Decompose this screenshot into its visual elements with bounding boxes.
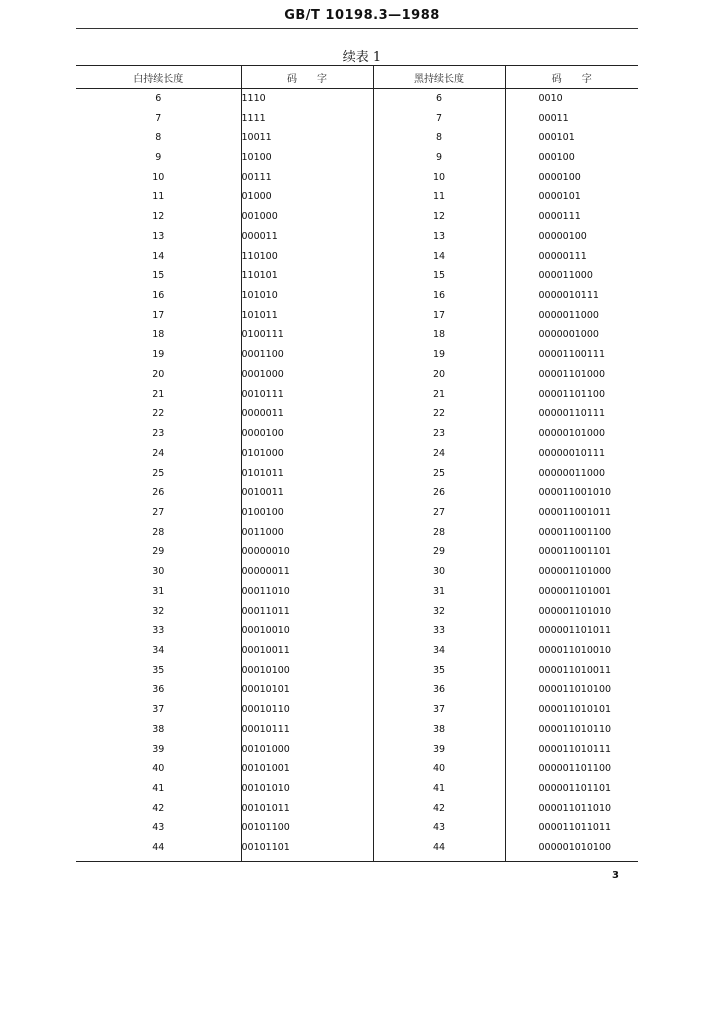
white-codeword-cell: 00011011 <box>241 602 373 622</box>
header-black-codeword: 码 字 <box>505 66 638 89</box>
white-run-length-cell: 39 <box>152 743 165 755</box>
black-run-length-cell: 12 <box>373 207 505 227</box>
black-run-length-cell: 21 <box>373 385 505 405</box>
table-body <box>76 89 638 862</box>
black-run-length-cell: 34 <box>373 641 505 661</box>
black-run-length-cell: 6 <box>373 89 505 109</box>
table-row <box>76 247 638 267</box>
black-run-length-cell: 26 <box>373 483 505 503</box>
black-codeword-cell: 00000011000 <box>505 464 638 484</box>
black-run-length-cell: 9 <box>373 148 505 168</box>
table-row <box>76 365 638 385</box>
white-codeword-cell: 00101001 <box>241 759 373 779</box>
white-run-length-cell: 21 <box>152 388 165 400</box>
black-codeword-cell: 000011001010 <box>505 483 638 503</box>
black-codeword-cell: 0000101 <box>505 188 638 208</box>
white-codeword-cell: 00101011 <box>241 799 373 819</box>
black-codeword-cell: 000011001101 <box>505 543 638 563</box>
black-codeword-cell: 000001101101 <box>505 779 638 799</box>
black-run-length-cell: 7 <box>373 109 505 129</box>
white-run-length-cell: 11 <box>152 191 165 203</box>
white-codeword-cell: 1111 <box>241 109 373 129</box>
white-codeword-cell: 00101000 <box>241 740 373 760</box>
black-codeword-cell: 000101 <box>505 128 638 148</box>
white-codeword-cell: 0000100 <box>241 424 373 444</box>
black-codeword-cell: 000001101001 <box>505 582 638 602</box>
black-codeword-cell: 00000100 <box>505 227 638 247</box>
white-codeword-cell: 01000 <box>241 188 373 208</box>
black-codeword-cell: 000001101100 <box>505 759 638 779</box>
black-codeword-cell: 000011010100 <box>505 681 638 701</box>
black-codeword-cell: 00001100111 <box>505 345 638 365</box>
white-codeword-cell: 0001100 <box>241 345 373 365</box>
white-codeword-cell: 00010101 <box>241 681 373 701</box>
white-run-length-cell: 24 <box>152 447 165 459</box>
white-run-length-cell: 31 <box>152 585 165 597</box>
black-codeword-cell: 0010 <box>505 89 638 109</box>
white-run-length-cell: 30 <box>152 566 165 578</box>
white-codeword-cell: 0000011 <box>241 405 373 425</box>
black-run-length-cell: 23 <box>373 424 505 444</box>
table-row <box>76 503 638 523</box>
white-run-length-cell: 42 <box>152 802 165 814</box>
black-codeword-cell: 00011 <box>505 109 638 129</box>
white-run-length-cell: 8 <box>155 132 162 144</box>
white-run-length-cell: 29 <box>152 546 165 558</box>
table-row <box>76 266 638 286</box>
black-run-length-cell: 24 <box>373 444 505 464</box>
black-codeword-cell: 0000111 <box>505 207 638 227</box>
black-run-length-cell: 25 <box>373 464 505 484</box>
white-run-length-cell: 22 <box>152 408 165 420</box>
white-codeword-cell: 0101011 <box>241 464 373 484</box>
document-header: GB/T 10198.3—1988 <box>284 8 440 23</box>
table-row <box>76 109 638 129</box>
black-run-length-cell: 18 <box>373 326 505 346</box>
black-run-length-cell: 40 <box>373 759 505 779</box>
white-run-length-cell: 33 <box>152 625 165 637</box>
white-codeword-cell: 0100111 <box>241 326 373 346</box>
black-run-length-cell: 35 <box>373 661 505 681</box>
black-run-length-cell: 41 <box>373 779 505 799</box>
white-run-length-cell: 9 <box>155 152 162 164</box>
black-run-length-cell: 36 <box>373 681 505 701</box>
white-run-length-cell: 15 <box>152 270 165 282</box>
table-row <box>76 759 638 779</box>
white-codeword-cell: 00011010 <box>241 582 373 602</box>
table-row <box>76 444 638 464</box>
black-run-length-cell: 29 <box>373 543 505 563</box>
table-row <box>76 700 638 720</box>
white-run-length-cell: 25 <box>152 467 165 479</box>
header-black-run-length: 黑持续长度 <box>373 66 505 89</box>
header-white-codeword: 码 字 <box>241 66 373 89</box>
white-codeword-cell: 0010011 <box>241 483 373 503</box>
black-codeword-cell: 00001101100 <box>505 385 638 405</box>
white-run-length-cell: 44 <box>152 842 165 854</box>
black-codeword-cell: 000001101000 <box>505 562 638 582</box>
white-run-length-cell: 35 <box>152 664 165 676</box>
white-run-length-cell: 23 <box>152 428 165 440</box>
white-run-length-cell: 26 <box>152 487 165 499</box>
white-codeword-cell: 00000010 <box>241 543 373 563</box>
table-row <box>76 523 638 543</box>
white-run-length-cell: 20 <box>152 368 165 380</box>
white-run-length-cell: 10 <box>152 171 165 183</box>
white-codeword-cell: 00010110 <box>241 700 373 720</box>
table-row <box>76 148 638 168</box>
table-row <box>76 227 638 247</box>
header-rule <box>76 28 638 29</box>
white-codeword-cell: 00010010 <box>241 621 373 641</box>
black-run-length-cell: 38 <box>373 720 505 740</box>
white-codeword-cell: 00101100 <box>241 819 373 839</box>
white-run-length-cell: 19 <box>152 349 165 361</box>
black-run-length-cell: 42 <box>373 799 505 819</box>
white-codeword-cell: 001000 <box>241 207 373 227</box>
white-run-length-cell: 37 <box>152 704 165 716</box>
white-run-length-cell: 17 <box>152 309 165 321</box>
table-row <box>76 424 638 444</box>
black-run-length-cell: 44 <box>373 838 505 861</box>
black-run-length-cell: 11 <box>373 188 505 208</box>
table-row <box>76 681 638 701</box>
table-row <box>76 168 638 188</box>
table-row <box>76 188 638 208</box>
white-codeword-cell: 000011 <box>241 227 373 247</box>
white-run-length-cell: 14 <box>152 250 165 262</box>
black-run-length-cell: 15 <box>373 266 505 286</box>
black-codeword-cell: 000011010010 <box>505 641 638 661</box>
black-run-length-cell: 20 <box>373 365 505 385</box>
page-number: 3 <box>612 870 619 881</box>
black-codeword-cell: 00000101000 <box>505 424 638 444</box>
white-run-length-cell: 36 <box>152 684 165 696</box>
black-run-length-cell: 27 <box>373 503 505 523</box>
black-run-length-cell: 13 <box>373 227 505 247</box>
black-run-length-cell: 8 <box>373 128 505 148</box>
white-codeword-cell: 1110 <box>241 89 373 109</box>
black-run-length-cell: 16 <box>373 286 505 306</box>
black-codeword-cell: 0000010111 <box>505 286 638 306</box>
table-row <box>76 483 638 503</box>
black-codeword-cell: 000011001011 <box>505 503 638 523</box>
black-codeword-cell: 0000001000 <box>505 326 638 346</box>
black-codeword-cell: 0000011000 <box>505 306 638 326</box>
black-codeword-cell: 00001101000 <box>505 365 638 385</box>
black-codeword-cell: 000011011010 <box>505 799 638 819</box>
black-run-length-cell: 39 <box>373 740 505 760</box>
black-codeword-cell: 00000010111 <box>505 444 638 464</box>
table-row <box>76 464 638 484</box>
black-codeword-cell: 000011010101 <box>505 700 638 720</box>
black-run-length-cell: 28 <box>373 523 505 543</box>
table-row <box>76 740 638 760</box>
table-header-row <box>76 66 638 89</box>
black-run-length-cell: 30 <box>373 562 505 582</box>
black-run-length-cell: 33 <box>373 621 505 641</box>
black-codeword-cell: 000011001100 <box>505 523 638 543</box>
white-run-length-cell: 18 <box>152 329 165 341</box>
table-row <box>76 779 638 799</box>
white-run-length-cell: 7 <box>155 112 162 124</box>
black-codeword-cell: 000001010100 <box>505 838 638 861</box>
white-run-length-cell: 12 <box>152 211 165 223</box>
white-run-length-cell: 16 <box>152 290 165 302</box>
white-codeword-cell: 00101101 <box>241 838 373 861</box>
table-row <box>76 602 638 622</box>
table-row <box>76 89 638 109</box>
white-codeword-cell: 00000011 <box>241 562 373 582</box>
white-run-length-cell: 38 <box>152 723 165 735</box>
table-row <box>76 819 638 839</box>
white-run-length-cell: 13 <box>152 230 165 242</box>
header-white-run-length: 白持续长度 <box>76 66 241 89</box>
white-codeword-cell: 0101000 <box>241 444 373 464</box>
white-codeword-cell: 0010111 <box>241 385 373 405</box>
white-codeword-cell: 00010100 <box>241 661 373 681</box>
table-row <box>76 326 638 346</box>
white-run-length-cell: 43 <box>152 822 165 834</box>
black-codeword-cell: 000011010111 <box>505 740 638 760</box>
black-run-length-cell: 32 <box>373 602 505 622</box>
white-run-length-cell: 32 <box>152 605 165 617</box>
black-run-length-cell: 10 <box>373 168 505 188</box>
black-codeword-cell: 000001101010 <box>505 602 638 622</box>
white-run-length-cell: 34 <box>152 644 165 656</box>
white-codeword-cell: 00010011 <box>241 641 373 661</box>
black-run-length-cell: 37 <box>373 700 505 720</box>
table-row <box>76 128 638 148</box>
table-row <box>76 720 638 740</box>
table-row <box>76 582 638 602</box>
black-run-length-cell: 31 <box>373 582 505 602</box>
table-row <box>76 405 638 425</box>
black-run-length-cell: 19 <box>373 345 505 365</box>
table-row <box>76 661 638 681</box>
table-row <box>76 385 638 405</box>
table-row <box>76 543 638 563</box>
white-codeword-cell: 10100 <box>241 148 373 168</box>
white-codeword-cell: 0011000 <box>241 523 373 543</box>
white-run-length-cell: 28 <box>152 526 165 538</box>
table-row <box>76 207 638 227</box>
black-run-length-cell: 17 <box>373 306 505 326</box>
white-codeword-cell: 00010111 <box>241 720 373 740</box>
black-codeword-cell: 000011011011 <box>505 819 638 839</box>
black-codeword-cell: 00000110111 <box>505 405 638 425</box>
black-codeword-cell: 0000100 <box>505 168 638 188</box>
black-run-length-cell: 14 <box>373 247 505 267</box>
black-codeword-cell: 000011010011 <box>505 661 638 681</box>
table-row <box>76 562 638 582</box>
black-codeword-cell: 00000111 <box>505 247 638 267</box>
black-run-length-cell: 43 <box>373 819 505 839</box>
black-codeword-cell: 000011000 <box>505 266 638 286</box>
table-row <box>76 345 638 365</box>
white-run-length-cell: 40 <box>152 763 165 775</box>
white-run-length-cell: 27 <box>152 506 165 518</box>
table-row <box>76 286 638 306</box>
white-codeword-cell: 110101 <box>241 266 373 286</box>
table-caption: 续表 1 <box>342 50 382 65</box>
black-codeword-cell: 000001101011 <box>505 621 638 641</box>
black-codeword-cell: 000100 <box>505 148 638 168</box>
table-row <box>76 621 638 641</box>
code-table <box>76 65 638 862</box>
white-codeword-cell: 110100 <box>241 247 373 267</box>
table-row <box>76 641 638 661</box>
table-row <box>76 306 638 326</box>
black-codeword-cell: 000011010110 <box>505 720 638 740</box>
white-codeword-cell: 00101010 <box>241 779 373 799</box>
white-run-length-cell: 41 <box>152 783 165 795</box>
white-codeword-cell: 10011 <box>241 128 373 148</box>
table-row <box>76 799 638 819</box>
black-run-length-cell: 22 <box>373 405 505 425</box>
table-row <box>76 838 638 861</box>
white-codeword-cell: 0100100 <box>241 503 373 523</box>
white-codeword-cell: 00111 <box>241 168 373 188</box>
white-run-length-cell: 6 <box>155 92 162 104</box>
white-codeword-cell: 101010 <box>241 286 373 306</box>
white-codeword-cell: 101011 <box>241 306 373 326</box>
white-codeword-cell: 0001000 <box>241 365 373 385</box>
